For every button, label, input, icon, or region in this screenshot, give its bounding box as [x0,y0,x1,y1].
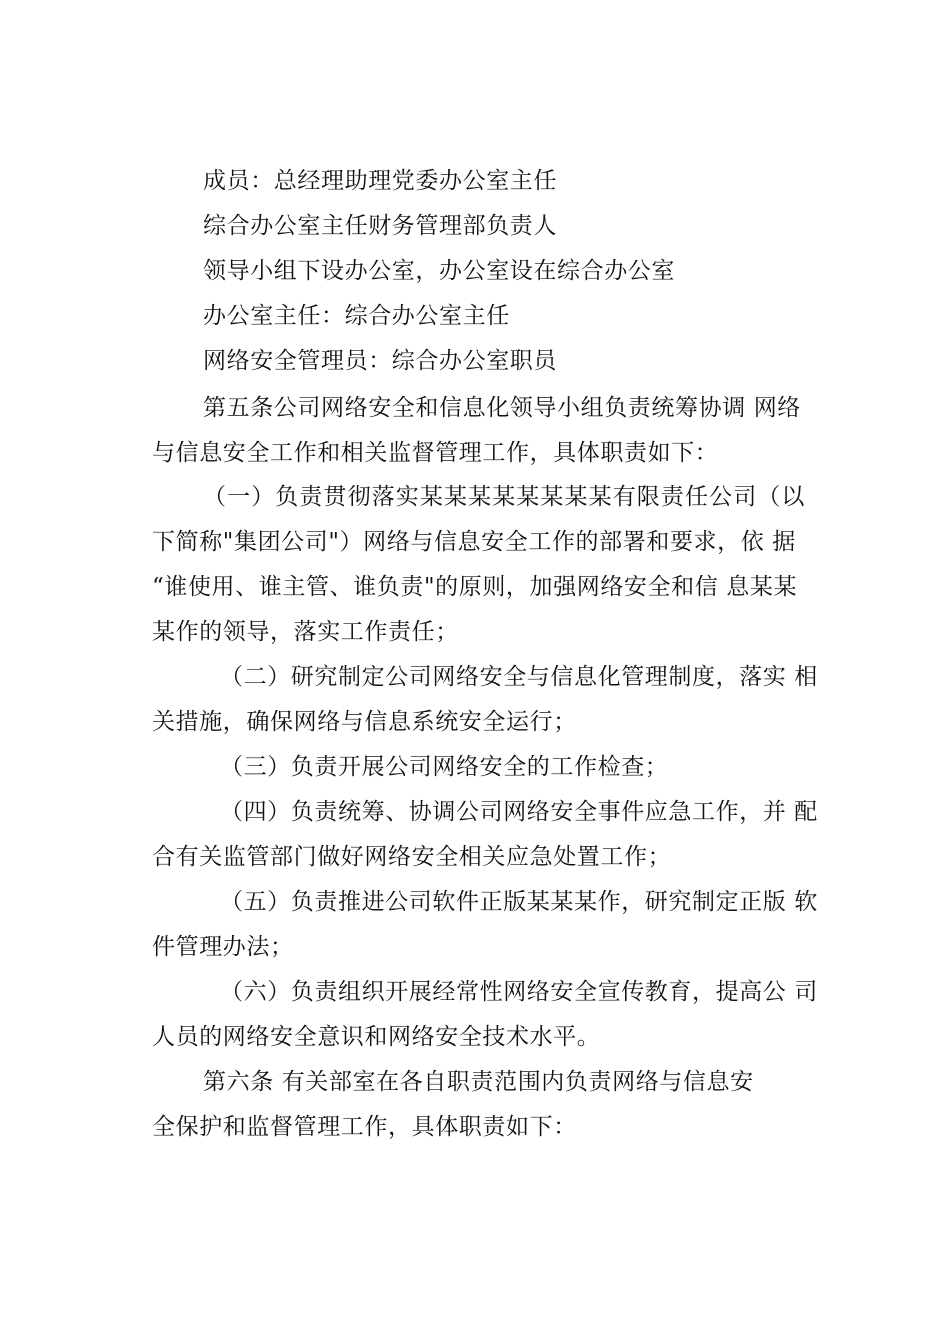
text-line: 与信息安全工作和相关监督管理工作，具体职责如下： [152,440,719,466]
text-line: （六）负责组织开展经常性网络安全宣传教育，提高公 司 [220,979,818,1005]
text-line: 领导小组下设办公室，办公室设在综合办公室 [203,258,675,284]
text-line: （一）负责贯彻落实某某某某某某某某有限责任公司（以 [203,484,806,510]
text-line: （三）负责开展公司网络安全的工作检查； [220,754,669,780]
text-line: 全保护和监督管理工作，具体职责如下： [152,1114,577,1140]
text-line: 关措施，确保网络与信息系统安全运行； [152,709,577,735]
text-line: 综合办公室主任财务管理部负责人 [203,213,557,239]
text-line: 第五条公司网络安全和信息化领导小组负责统筹协调 网络 [203,395,801,421]
text-line: 合有关监管部门做好网络安全相关应急处置工作； [152,844,672,870]
text-line: 件管理办法； [152,934,294,960]
text-line: （二）研究制定公司网络安全与信息化管理制度，落实 相 [220,664,818,690]
text-line: 下简称"集团公司"）网络与信息安全工作的部署和要求，依 据 [152,529,796,555]
text-line: 网络安全管理员：综合办公室职员 [203,348,557,374]
text-line: （五）负责推进公司软件正版某某某作，研究制定正版 软 [220,889,818,915]
text-line: （四）负责统筹、协调公司网络安全事件应急工作，并 配 [220,799,818,825]
text-line: 人员的网络安全意识和网络安全技术水平。 [152,1024,601,1050]
text-line: 办公室主任：综合办公室主任 [203,303,510,329]
text-line: 成员：总经理助理党委办公室主任 [203,168,557,194]
text-line: “谁使用、谁主管、谁负责"的原则，加强网络安全和信 息某某 [152,574,798,600]
text-line: 第六条 有关部室在各自职责范围内负责网络与信息安 [203,1069,754,1095]
text-line: 某作的领导，落实工作责任； [152,619,459,645]
